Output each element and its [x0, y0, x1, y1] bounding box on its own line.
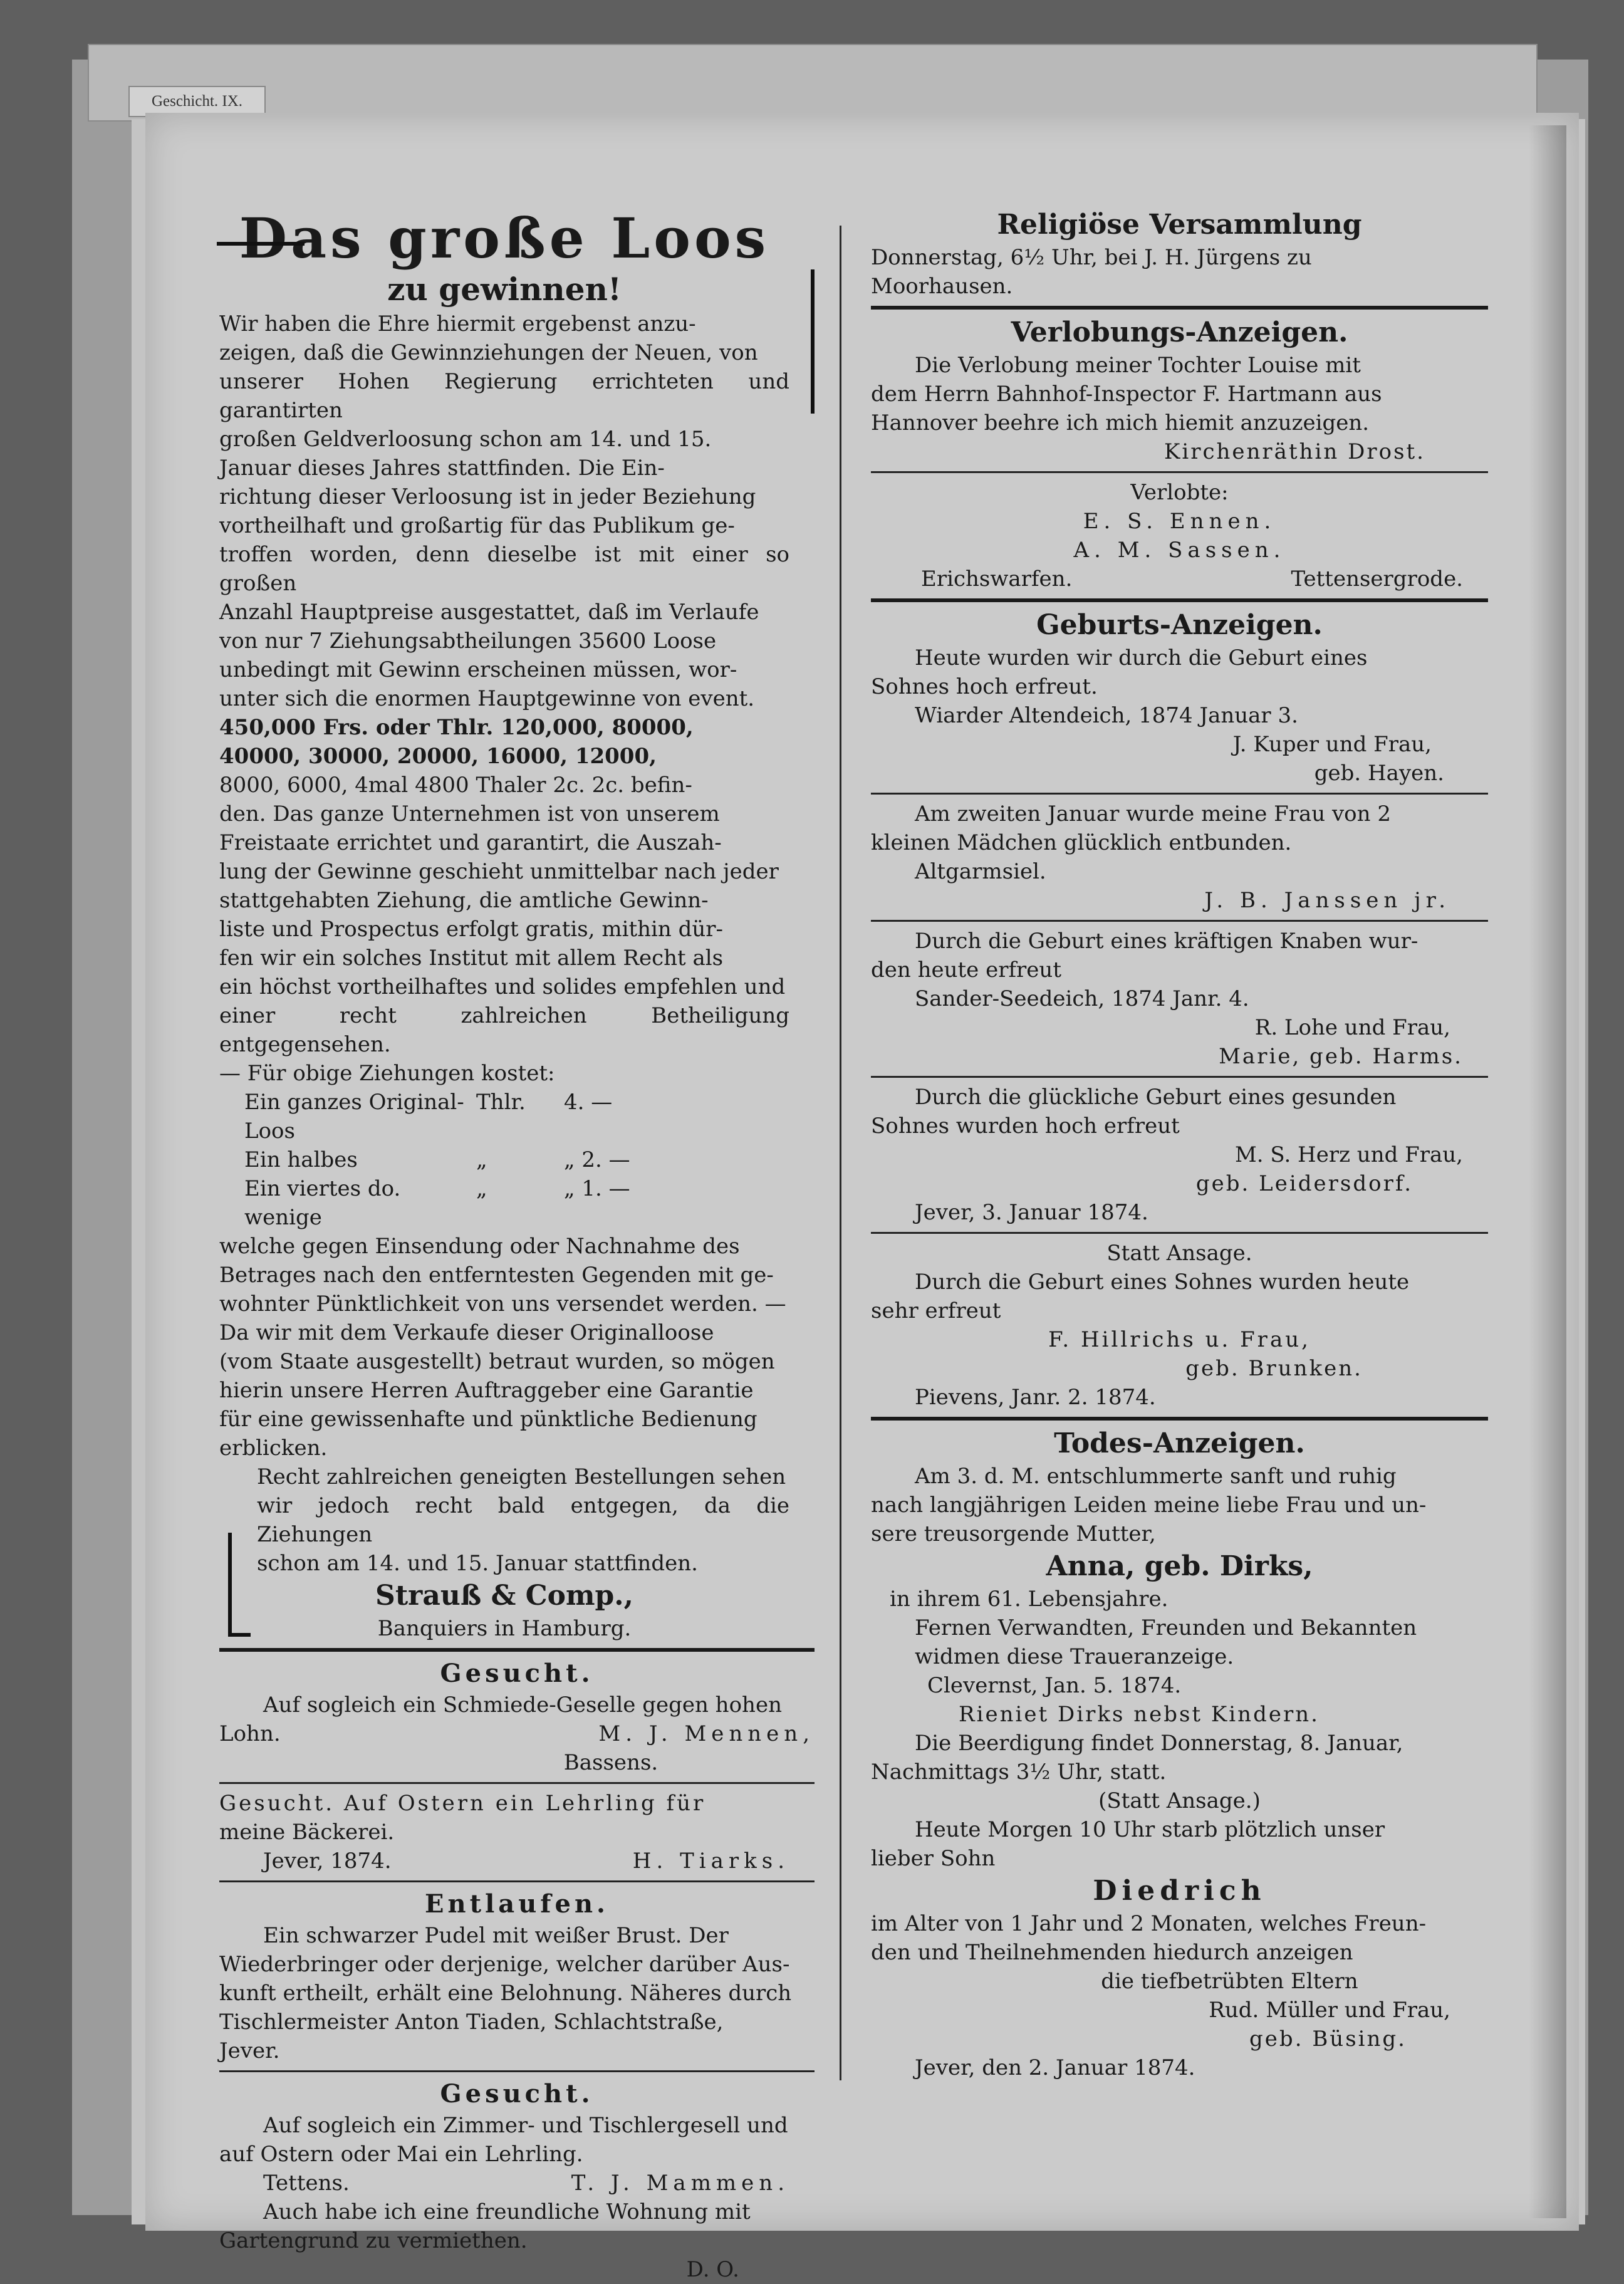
divider — [871, 1076, 1488, 1078]
signature: Rud. Müller und Frau, — [1209, 1998, 1450, 2023]
text-line: Januar dieses Jahres stattfinden. Die Ein- — [219, 456, 665, 481]
text-line: Jever. — [219, 2038, 280, 2063]
text-line: Am 3. d. M. entschlummerte sanft und ruhig — [915, 1464, 1397, 1489]
price-row — [244, 1174, 789, 1232]
text-line: schon am 14. und 15. Januar stattfinden. — [257, 1551, 698, 1576]
text-line: Durch die glückliche Geburt eines gesunden — [915, 1085, 1397, 1110]
text-line: troffen worden, denn dieselbe ist mit einer so großen — [219, 542, 789, 596]
text-line: Moorhausen. — [871, 274, 1013, 299]
lottery-body-3 — [219, 1463, 789, 1578]
price-list — [219, 1088, 789, 1232]
divider — [871, 306, 1488, 310]
signature: die tiefbetrübten Eltern — [1101, 1969, 1358, 1994]
ad-title: Entlaufen. — [425, 1889, 609, 1919]
signature: D. O. — [686, 2257, 739, 2282]
right-column — [871, 207, 1488, 2082]
divider — [871, 920, 1488, 922]
text-line: dem Herrn Bahnhof-Inspector F. Hartmann aus — [871, 382, 1382, 407]
place: Pievens, Janr. 2. 1874. — [915, 1385, 1156, 1410]
place: Erichswarfen. — [921, 566, 1073, 592]
left-column — [219, 207, 815, 2284]
religious-ad — [871, 207, 1488, 301]
text-line: stattgehabten Ziehung, die amtliche Gewinn- — [219, 888, 709, 913]
section-title: Verlobungs-Anzeigen. — [1011, 316, 1348, 348]
bracket-right — [811, 269, 815, 414]
text-line: Auch habe ich eine freundliche Wohnung mit — [263, 2199, 751, 2224]
price-unit: „ — [476, 1176, 487, 1201]
text-line: Freistaate errichtet und garantirt, die Auszah- — [219, 830, 722, 855]
price-amount: „ 2. — — [564, 1147, 630, 1172]
price-amount: 4. — — [564, 1090, 613, 1115]
text-line: (vom Staate ausgestellt) betraut wurden, so mögen — [219, 1349, 775, 1374]
text-line: in ihrem 61. Lebensjahre. — [890, 1587, 1169, 1612]
text-line: wohnter Pünktlichkeit von uns versendet werden. — — [219, 1291, 786, 1317]
price-label: Ein viertes do. wenige — [244, 1176, 401, 1230]
price-amount: „ 1. — — [564, 1176, 630, 1201]
place: Jever, 3. Januar 1874. — [915, 1200, 1148, 1225]
text-line: Wir haben die Ehre hiermit ergebenst anzu- — [219, 311, 696, 336]
text-line — [219, 1847, 815, 1875]
price-row — [244, 1145, 789, 1174]
text-line: Tischlermeister Anton Tiaden, Schlachtstraße, — [219, 2010, 724, 2035]
text-line: unbedingt mit Gewinn erscheinen müssen, wor- — [219, 657, 737, 682]
lottery-body — [219, 310, 789, 1088]
text-line: kleinen Mädchen glücklich entbunden. — [871, 830, 1292, 855]
divider — [871, 598, 1488, 602]
text-line: Donnerstag, 6½ Uhr, bei J. H. Jürgens zu — [871, 245, 1312, 270]
price-unit: „ — [476, 1147, 487, 1172]
text-line: auf Ostern oder Mai ein Lehrling. — [219, 2142, 583, 2167]
text-line: unter sich die enormen Hauptgewinne von event. — [219, 686, 755, 711]
text-line: Nachmittags 3½ Uhr, statt. — [871, 1760, 1167, 1785]
text-line: erblicken. — [219, 1436, 328, 1461]
ad-title: (Statt Ansage.) — [1098, 1788, 1261, 1813]
text-line: Gesucht. Auf Ostern ein Lehrling für — [219, 1791, 706, 1816]
text-line: von nur 7 Ziehungsabtheilungen 35600 Loose — [219, 628, 717, 654]
signature: Kirchenräthin Drost. — [1163, 439, 1425, 464]
betrothed-name: E. S. Ennen. — [1083, 509, 1276, 534]
text-line: lung der Gewinne geschieht unmittelbar nach jeder — [219, 859, 779, 884]
text-line: Da wir mit dem Verkaufe dieser Originalloose — [219, 1320, 714, 1345]
divider — [219, 1782, 815, 1784]
text-line: Recht zahlreichen geneigten Bestellungen sehen — [257, 1464, 786, 1489]
text-line: Fernen Verwandten, Freunden und Bekannten — [915, 1615, 1417, 1640]
signature: J. B. Janssen jr. — [1204, 888, 1450, 913]
price-row — [244, 1088, 789, 1145]
baker-ad — [219, 1789, 815, 1875]
bracket-bottom — [228, 1533, 251, 1637]
text-line: den und Theilnehmenden hiedurch anzeigen — [871, 1940, 1353, 1965]
column-divider — [840, 226, 841, 2080]
place: Bassens. — [563, 1750, 658, 1775]
text-line: meine Bäckerei. — [219, 1820, 395, 1845]
signature: geb. Leidersdorf. — [1195, 1171, 1413, 1196]
deceased-name: Anna, geb. Dirks, — [1046, 1550, 1313, 1582]
carpenter-ad — [219, 2077, 815, 2284]
text-line: 8000, 6000, 4mal 4800 Thaler 2c. 2c. befin- — [219, 773, 692, 798]
section-title: Geburts-Anzeigen. — [1036, 609, 1323, 641]
price-label: Ein halbes — [244, 1147, 358, 1172]
signature: J. Kuper und Frau, — [1232, 732, 1432, 757]
text-line — [219, 2169, 815, 2198]
text-line: Sohnes hoch erfreut. — [871, 674, 1098, 699]
ad-title: Statt Ansage. — [1106, 1241, 1252, 1266]
text-line: Die Beerdigung findet Donnerstag, 8. Januar, — [915, 1731, 1403, 1756]
text-line: sere treusorgende Mutter, — [871, 1521, 1156, 1546]
place: Jever, 1874. — [263, 1849, 392, 1874]
signature: geb. Hayen. — [1314, 761, 1444, 786]
text-line: unserer Hohen Regierung errichteten und garantirten — [219, 369, 789, 423]
text-line: richtung dieser Verloosung ist in jeder Beziehung — [219, 484, 756, 509]
text-line: Heute Morgen 10 Uhr starb plötzlich unser — [915, 1817, 1385, 1842]
text-line: großen Geldverloosung schon am 14. und 15. — [219, 427, 712, 452]
divider — [219, 1648, 815, 1652]
text-line: ein höchst vortheilhaftes und solides empfehlen und — [219, 974, 786, 999]
lottery-body-2 — [219, 1232, 789, 1463]
lottery-subtitle: zu gewinnen! — [387, 271, 622, 308]
divider — [871, 793, 1488, 795]
signature: M. S. Herz und Frau, — [1234, 1142, 1463, 1167]
bracket-top — [217, 242, 304, 246]
text-line: hierin unsere Herren Auftraggeber eine Garantie — [219, 1378, 754, 1403]
ad-title: Religiöse Versammlung — [997, 209, 1362, 241]
text-line: Auf sogleich ein Zimmer- und Tischlergesell und — [263, 2113, 788, 2138]
smith-ad — [219, 1657, 815, 1777]
backboard-strip — [88, 44, 1538, 122]
deaths-section — [871, 1426, 1488, 2082]
lottery-title: Das große Loos — [239, 206, 770, 271]
divider — [871, 471, 1488, 473]
engagement-ad — [871, 315, 1488, 593]
divider — [871, 1417, 1488, 1421]
signature: geb. Brunken. — [1185, 1356, 1363, 1381]
text-line: liste und Prospectus erfolgt gratis, mithin dür- — [219, 917, 724, 942]
text-line: im Alter von 1 Jahr und 2 Monaten, welches Freun- — [871, 1911, 1427, 1936]
betrothed-label: Verlobte: — [1130, 480, 1229, 505]
text-line: Wiederbringer oder derjenige, welcher darüber Aus- — [219, 1952, 790, 1977]
text-line: Am zweiten Januar wurde meine Frau von 2 — [915, 801, 1391, 827]
page-tab-label: Geschicht. IX. — [128, 86, 266, 117]
text-line: 40000, 30000, 20000, 16000, 12000, — [219, 744, 657, 769]
place: Altgarmsiel. — [915, 859, 1046, 884]
price-unit: Thlr. — [476, 1090, 526, 1115]
text-line: Durch die Geburt eines kräftigen Knaben wur- — [915, 929, 1418, 954]
place: Sander-Seedeich, 1874 Janr. 4. — [915, 986, 1249, 1011]
signature: T. J. Mammen. — [571, 2171, 789, 2196]
text-line: Heute wurden wir durch die Geburt eines — [915, 645, 1368, 670]
text-fragment: Lohn. — [219, 1721, 281, 1746]
text-line: fen wir ein solches Institut mit allem Recht als — [219, 946, 724, 971]
text-line: sehr erfreut — [871, 1298, 1001, 1323]
text-line: vortheilhaft und großartig für das Publikum ge- — [219, 513, 735, 538]
text-line: Sohnes wurden hoch erfreut — [871, 1113, 1180, 1139]
signature: geb. Büsing. — [1249, 2026, 1407, 2052]
place: Tettens. — [263, 2171, 350, 2196]
lottery-ad — [219, 207, 815, 1643]
text-line: zeigen, daß die Gewinnziehungen der Neuen, von — [219, 340, 758, 365]
ad-title: Gesucht. — [440, 2079, 594, 2109]
firm-subtitle: Banquiers in Hamburg. — [377, 1616, 632, 1641]
signature: F. Hillrichs u. Frau, — [1048, 1327, 1311, 1352]
ad-title: Gesucht. — [440, 1659, 594, 1688]
place: Tettensergrode. — [1291, 566, 1463, 592]
text-line: welche gegen Einsendung oder Nachnahme des — [219, 1234, 740, 1259]
text-line — [219, 1719, 815, 1748]
births-section — [871, 607, 1488, 1412]
text-line: Die Verlobung meiner Tochter Louise mit — [915, 353, 1361, 378]
divider — [871, 1232, 1488, 1234]
text-line: Auf sogleich ein Schmiede-Geselle gegen hohen — [263, 1692, 782, 1718]
signature: H. Tiarks. — [632, 1849, 789, 1874]
betrothed-name: A. M. Sassen. — [1073, 538, 1286, 563]
deceased-name: Diedrich — [1093, 1875, 1266, 1907]
text-line: Betrages nach den entferntesten Gegenden mit ge- — [219, 1263, 774, 1288]
section-title: Todes-Anzeigen. — [1054, 1427, 1305, 1459]
text-line: — Für obige Ziehungen kostet: — [219, 1061, 555, 1086]
text-line: Gartengrund zu vermiethen. — [219, 2228, 528, 2253]
text-line: kunft ertheilt, erhält eine Belohnung. Näheres durch — [219, 1981, 792, 2006]
text-line: für eine gewissenhafte und pünktliche Bedienung — [219, 1407, 757, 1432]
place: Clevernst, Jan. 5. 1874. — [927, 1673, 1182, 1698]
text-line: lieber Sohn — [871, 1846, 996, 1871]
text-line: nach langjährigen Leiden meine liebe Frau und un- — [871, 1493, 1427, 1518]
text-line: den heute erfreut — [871, 957, 1061, 983]
text-line: Ein schwarzer Pudel mit weißer Brust. Der — [263, 1923, 729, 1948]
text-line: Durch die Geburt eines Sohnes wurden heute — [915, 1270, 1410, 1295]
text-line: Wiarder Altendeich, 1874 Januar 3. — [915, 703, 1298, 728]
signature: Marie, geb. Harms. — [1219, 1044, 1463, 1069]
text-line: 450,000 Frs. oder Thlr. 120,000, 80000, — [219, 715, 694, 740]
text-line — [871, 565, 1488, 593]
place: Jever, den 2. Januar 1874. — [915, 2055, 1195, 2080]
poodle-ad — [219, 1887, 815, 2065]
edge-shadow — [1529, 125, 1566, 2218]
text-line: wir jedoch recht bald entgegen, da die Ziehungen — [257, 1493, 789, 1547]
text-line: Hannover beehre ich mich hiemit anzuzeigen. — [871, 410, 1370, 435]
signature: M. J. Mennen, — [598, 1721, 815, 1746]
price-label: Ein ganzes Original-Loos — [244, 1090, 464, 1144]
divider — [219, 1880, 815, 1882]
firm-name: Strauß & Comp., — [375, 1580, 633, 1612]
signature: Rieniet Dirks nebst Kindern. — [959, 1702, 1320, 1727]
text-line: widmen diese Traueranzeige. — [915, 1644, 1234, 1669]
text-line: einer recht zahlreichen Betheiligung entgegensehen. — [219, 1003, 789, 1057]
text-line: Anzahl Hauptpreise ausgestattet, daß im Verlaufe — [219, 600, 759, 625]
signature: R. Lohe und Frau, — [1254, 1015, 1450, 1040]
divider — [219, 2070, 815, 2072]
text-line: den. Das ganze Unternehmen ist von unserem — [219, 801, 720, 827]
